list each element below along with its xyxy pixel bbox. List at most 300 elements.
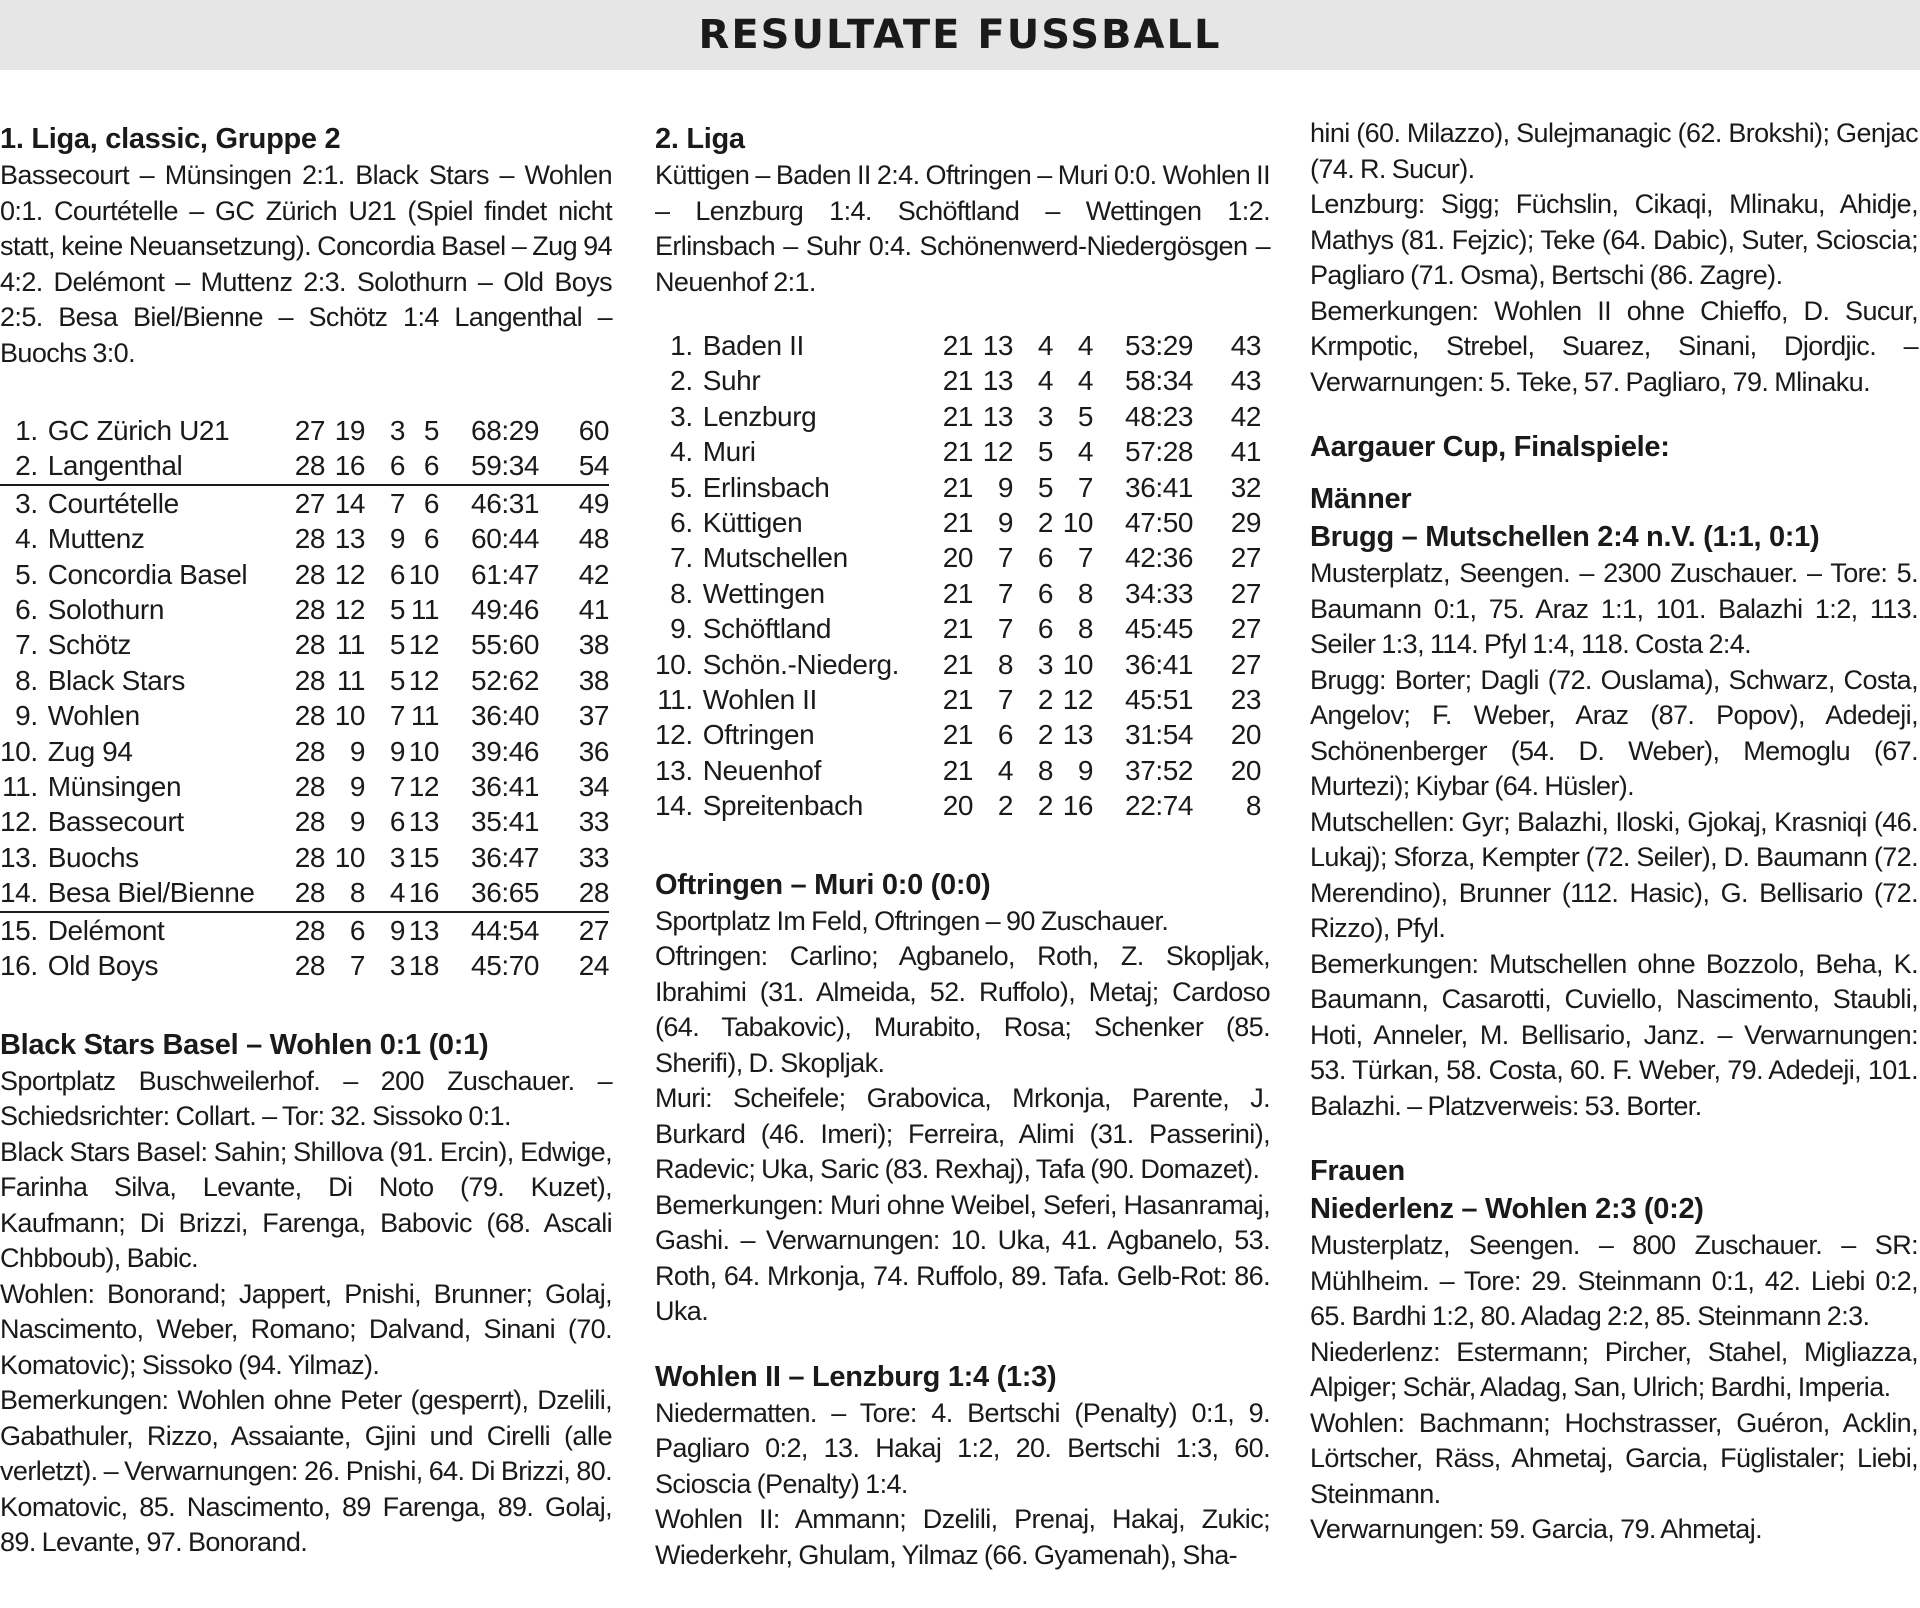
standings-row [655,753,1261,788]
standings-points: 27 [1230,648,1262,680]
standings-goals: 36:41 [471,771,540,803]
standings-team: Erlinsbach [702,471,830,503]
standings-points: 41 [578,594,610,626]
match-heading-niederlenz-wohlen: Niederlenz – Wohlen 2:3 (0:2) [1310,1193,1704,1225]
match-paragraph: Wohlen: Bonorand; Jappert, Pnishi, Brunner; Golaj, Nascimento, Weber, Romano; Dalvand, Sinani (70. Komatovic); Sissoko (94. Yilmaz). [0,1278,612,1380]
standings-losses: 6 [405,448,439,484]
standings-played: 28 [294,914,326,946]
standings-points: 32 [1230,471,1262,503]
standings-row [0,875,609,911]
standings-rank: 5. [15,558,38,590]
standings-wins: 11 [336,629,366,661]
standings-played: 21 [942,507,974,539]
standings-points: 48 [578,523,610,555]
standings-played: 21 [942,330,974,361]
match-paragraph: Bemerkungen: Muri ohne Weibel, Seferi, Hasanramaj, Gashi. – Verwarnungen: 10. Uka, 41. Agbanelo, 53. Roth, 64. Mrkonja, 74. Ruffolo, 89. Tafa. Gelb-Rot: 86. Uka. [655,1189,1270,1327]
standings-team: Mutschellen [702,542,848,574]
standings-row [0,485,609,521]
standings-row [0,912,609,948]
standings-goals: 60:44 [471,523,540,555]
standings-played: 28 [294,594,326,626]
standings-goals: 36:47 [471,841,540,873]
league-heading-1-liga: 1. Liga, classic, Gruppe 2 [0,123,341,155]
standings-goals: 45:51 [1125,684,1194,716]
standings-losses: 4 [1077,330,1094,361]
match-heading-oftringen-muri: Oftringen – Muri 0:0 (0:0) [655,868,991,901]
standings-played: 27 [294,487,326,519]
standings-losses: 11 [410,700,440,732]
standings-points: 34 [578,771,610,803]
men-heading: Männer [1310,483,1412,515]
standings-wins: 12 [982,436,1014,468]
standings-losses: 10 [408,558,440,590]
standings-team: Muri [702,436,756,468]
standings-team: Concordia Basel [47,558,248,590]
standings-team: Schöftland [702,613,832,645]
standings-points: 20 [1230,719,1262,751]
standings-goals: 58:34 [1125,365,1194,397]
standings-team: Wohlen [47,700,140,732]
standings-row [655,328,1261,363]
standings-row [0,557,609,592]
standings-draws: 9 [389,914,406,946]
standings-draws: 6 [1037,577,1054,609]
column-2 [655,120,1270,1573]
standings-team: Delémont [47,914,165,946]
standings-points: 28 [539,875,609,911]
standings-played: 28 [294,735,326,767]
column-1 [0,120,612,1561]
standings-goals: 48:23 [1125,400,1194,432]
standings-rank: 7. [670,542,693,574]
standings-draws: 9 [389,523,406,555]
standings-wins: 10 [334,841,366,873]
standings-played: 20 [942,542,974,574]
standings-team: Old Boys [47,950,159,982]
standings-rank: 11. [657,684,693,716]
standings-wins: 19 [334,415,366,446]
standings-wins: 9 [349,771,366,803]
standings-draws: 6 [1037,613,1054,645]
standings-losses: 10 [1062,648,1094,680]
standings-goals: 37:52 [1125,754,1194,786]
standings-goals: 55:60 [471,629,540,661]
standings-wins: 11 [336,664,366,696]
standings-losses: 8 [1077,577,1094,609]
standings-goals: 35:41 [471,806,540,838]
standings-played: 28 [295,448,325,484]
standings-draws: 3 [389,415,406,446]
standings-row [0,840,609,875]
standings-draws: 3 [389,841,406,873]
standings-wins: 8 [325,875,365,911]
standings-rank: 14. [0,875,48,911]
standings-goals: 34:33 [1125,577,1194,609]
standings-points: 29 [1230,507,1262,539]
standings-wins: 12 [334,558,366,590]
standings-losses: 15 [408,841,440,873]
standings-wins: 13 [982,365,1014,397]
standings-losses: 13 [408,914,440,946]
standings-draws: 3 [1037,648,1054,680]
standings-played: 21 [942,684,974,716]
standings-points: 23 [1230,684,1262,716]
standings-points: 42 [578,558,610,590]
match-paragraph: Bemerkungen: Wohlen II ohne Chieffo, D. Sucur, Krmpotic, Strebel, Suarez, Sinani, Djordjic. – Verwarnungen: 5. Teke, 57. Pagliaro, 79. Mlinaku. [1310,295,1918,397]
standings-points: 37 [578,700,610,732]
cup-heading: Aargauer Cup, Finalspiele: [1310,431,1670,463]
standings-row [0,413,609,448]
standings-losses: 16 [405,875,439,911]
standings-team: Buochs [47,841,139,873]
standings-played: 28 [294,950,326,982]
standings-row [655,576,1261,611]
standings-team: Muttenz [47,523,145,555]
standings-wins: 13 [334,523,366,555]
standings-losses: 4 [1077,365,1094,397]
standings-team: Schötz [47,629,131,661]
standings-played: 28 [294,841,326,873]
standings-points: 36 [578,735,610,767]
standings-goals: 44:54 [471,914,540,946]
standings-row [0,734,609,769]
standings-points: 27 [1230,542,1262,574]
standings-wins: 2 [997,790,1014,822]
match-heading-wohlen-ii-lenzburg: Wohlen II – Lenzburg 1:4 (1:3) [655,1360,1057,1393]
standings-losses: 18 [408,950,440,982]
standings-draws: 2 [1037,719,1054,751]
match-paragraph: Niederlenz: Estermann; Pircher, Stahel, Migliazza, Alpiger; Schär, Aladag, San, Ulrich; Bardhi, Imperia. [1310,1336,1918,1402]
standings-draws: 6 [389,558,406,590]
standings-row [0,663,609,698]
standings-row [0,804,609,839]
standings-wins: 7 [349,950,366,982]
standings-played: 21 [942,613,974,645]
standings-losses: 13 [1062,719,1094,751]
standings-row [655,363,1261,398]
standings-goals: 36:65 [439,875,539,911]
standings-row [655,682,1261,717]
page-title: RESULTATE FUSSBALL [698,12,1222,58]
match-paragraph: Musterplatz, Seengen. – 2300 Zuschauer. – Tore: 5. Baumann 0:1, 75. Araz 1:1, 101. Balazhi 1:2, 113. Seiler 1:3, 114. Pfyl 1:4, 118. Costa 2:4. [1310,558,1918,659]
standings-goals: 47:50 [1125,507,1194,539]
match-paragraph: Mutschellen: Gyr; Balazhi, Iloski, Gjokaj, Krasniqi (46. Lukaj); Sforza, Kempter (72. Seiler), D. Baumann (72. Merendino), Brunner (112. Hasic), G. Bellisario (72. Rizzo), Pfyl. [1310,806,1918,943]
match-paragraph: Black Stars Basel: Sahin; Shillova (91. Ercin), Edwige, Farinha Silva, Levante, Di Noto (79. Kuzet), Kaufmann; Di Brizzi, Farenga, Babovic (68. Ascali Chbboub), Babic. [0,1136,612,1273]
standings-played: 21 [942,365,974,397]
standings-rank: 15. [0,914,38,946]
standings-team: Wettingen [702,577,825,609]
standings-rank: 13. [655,754,693,786]
standings-points: 33 [578,806,610,838]
standings-goals: 39:46 [471,735,540,767]
standings-rank: 6. [15,594,38,626]
standings-goals: 53:29 [1125,330,1194,361]
match-paragraph: Sportplatz Im Feld, Oftringen – 90 Zuschauer. [655,905,1169,936]
standings-draws: 6 [389,806,406,838]
standings-rank: 5. [670,471,693,503]
standings-rank: 12. [0,806,38,838]
standings-points: 27 [578,914,610,946]
standings-team: GC Zürich U21 [47,415,230,446]
standings-wins: 16 [325,448,365,484]
standings-team: Courtételle [47,487,179,519]
standings-wins: 13 [982,400,1014,432]
standings-points: 38 [578,629,610,661]
standings-team: Solothurn [47,594,164,626]
standings-draws: 7 [389,487,406,519]
standings-rank: 4. [15,523,38,555]
standings-played: 21 [942,400,974,432]
standings-draws: 5 [1037,436,1054,468]
standings-played: 28 [294,700,326,732]
standings-goals: 45:70 [471,950,540,982]
standings-team: Langenthal [48,448,295,484]
standings-wins: 14 [334,487,366,519]
standings-losses: 9 [1077,754,1094,786]
standings-losses: 4 [1077,436,1094,468]
standings-played: 28 [294,558,326,590]
standings-draws: 3 [389,950,406,982]
standings-points: 38 [578,664,610,696]
standings-row [655,540,1261,575]
match-paragraph: Wohlen II: Ammann; Dzelili, Prenaj, Hakaj, Zukic; Wiederkehr, Ghulam, Yilmaz (66. Gyamenah), Sha- [655,1504,1270,1570]
standings-wins: 7 [997,542,1014,574]
standings-wins: 6 [349,914,366,946]
standings-points: 33 [578,841,610,873]
standings-wins: 8 [997,648,1014,680]
standings-rank: 9. [670,613,693,645]
match-paragraph: Bemerkungen: Mutschellen ohne Bozzolo, Beha, K. Baumann, Casarotti, Cuviello, Nascimento, Staubli, Hoti, Anneler, M. Bellisario, Janz. – Verwarnungen: 53. Türkan, 58. Costa, 60. F. Weber, 79. Adedeji, 101. Balazhi. – Platzverweis: 53. Borter. [1310,948,1918,1121]
standings-rank: 8. [15,664,38,696]
standings-rank: 10. [655,648,693,680]
standings-losses: 5 [423,415,440,446]
standings-draws: 3 [1037,400,1054,432]
standings-losses: 10 [408,735,440,767]
standings-row [655,717,1261,752]
standings-team: Lenzburg [702,400,817,432]
standings-team: Küttigen [702,507,803,539]
standings-row [0,627,609,662]
standings-goals: 52:62 [471,664,540,696]
match-paragraph: Verwarnungen: 59. Garcia, 79. Ahmetaj. [1310,1514,1762,1544]
standings-draws: 5 [1037,471,1054,503]
standings-team: Black Stars [47,664,185,696]
standings-points: 54 [539,448,609,484]
standings-rank: 12. [655,719,693,751]
standings-played: 21 [942,577,974,609]
women-heading: Frauen [1310,1155,1405,1187]
standings-row [655,470,1261,505]
standings-draws: 7 [389,700,406,732]
standings-draws: 9 [389,735,406,767]
standings-rank: 10. [0,735,38,767]
standings-row [0,698,609,733]
standings-row [0,521,609,556]
standings-draws: 6 [1037,542,1054,574]
standings-rank: 3. [15,487,38,519]
standings-row [0,769,609,804]
standings-row [655,434,1261,469]
standings-points: 24 [578,950,610,982]
standings-team: Suhr [702,365,761,397]
standings-goals: 36:41 [1125,471,1194,503]
standings-points: 43 [1230,330,1262,361]
standings-goals: 22:74 [1125,790,1194,822]
standings-losses: 10 [1062,507,1094,539]
standings-draws: 5 [389,594,406,626]
standings-points: 49 [578,487,610,519]
match-paragraph: Brugg: Borter; Dagli (72. Ouslama), Schwarz, Costa, Angelov; F. Weber, Araz (87. Popov), Adedeji, Schönenberger (54. D. Weber), Memoglu (67. Murtezi); Kiybar (64. Hüsler). [1310,664,1918,801]
standings-row [655,611,1261,646]
standings-row [655,399,1261,434]
match-paragraph: Bemerkungen: Wohlen ohne Peter (gesperrt), Dzelili, Gabathuler, Rizzo, Assaiante, Gjini und Cirelli (alle verletzt). – Verwarnungen: 26. Pnishi, 64. Di Brizzi, 80. Komatovic, 85. Nascimento, 89 Farenga, 89. Golaj, 89. Levante, 97. Bonorand. [0,1385,612,1557]
standings-wins: 4 [997,754,1014,786]
standings-losses: 11 [410,594,440,626]
standings-draws: 4 [365,875,405,911]
match-heading-brugg-mutschellen: Brugg – Mutschellen 2:4 n.V. (1:1, 0:1) [1310,521,1820,553]
standings-goals: 36:41 [1125,648,1194,680]
standings-points: 27 [1230,577,1262,609]
standings-rank: 9. [15,700,38,732]
standings-wins: 7 [997,577,1014,609]
standings-wins: 13 [982,330,1014,361]
standings-goals: 59:34 [439,448,539,484]
standings-draws: 4 [1037,365,1054,397]
standings-losses: 16 [1062,790,1094,822]
standings-wins: 9 [349,806,366,838]
standings-losses: 6 [423,523,440,555]
standings-team: Wohlen II [702,684,817,716]
standings-losses: 12 [408,771,440,803]
standings-wins: 9 [997,471,1014,503]
standings-team: Münsingen [47,771,182,803]
standings-draws: 7 [389,771,406,803]
standings-points: 60 [578,415,610,446]
standings-played: 27 [294,415,326,446]
standings-draws: 5 [389,629,406,661]
standings-team: Schön.-Niederg. [702,648,900,680]
standings-rank: 2. [0,448,48,484]
standings-draws: 8 [1037,754,1054,786]
standings-rank: 3. [670,400,693,432]
standings-team: Neuenhof [702,754,821,786]
standings-team: Besa Biel/Bienne [48,875,295,911]
standings-row [0,592,609,627]
standings-goals: 49:46 [471,594,540,626]
standings-points: 20 [1230,754,1262,786]
standings-losses: 6 [423,487,440,519]
standings-wins: 7 [997,613,1014,645]
standings-goals: 46:31 [471,487,540,519]
league-heading-2-liga: 2. Liga [655,123,745,155]
standings-losses: 12 [408,629,440,661]
standings-played: 28 [294,523,326,555]
standings-losses: 12 [408,664,440,696]
standings-played: 21 [942,719,974,751]
standings-goals: 61:47 [471,558,540,590]
standings-draws: 2 [1037,684,1054,716]
standings-losses: 12 [1062,684,1094,716]
page-banner [0,0,1920,70]
standings-played: 20 [942,790,974,822]
standings-rank: 8. [670,577,693,609]
standings-row [655,647,1261,682]
standings-points: 41 [1230,436,1262,468]
standings-points: 8 [1245,790,1262,822]
column-3 [1310,116,1918,1548]
standings-wins: 7 [997,684,1014,716]
standings-row [0,948,609,983]
standings-rank: 13. [0,841,38,873]
match-paragraph: Musterplatz, Seengen. – 800 Zuschauer. – SR: Mühlheim. – Tore: 29. Steinmann 0:1, 42. Liebi 0:2, 65. Bardhi 1:2, 80. Aladag 2:2, 85. Steinmann 2:3. [1310,1230,1918,1331]
standings-rank: 4. [670,436,693,468]
standings-wins: 10 [334,700,366,732]
standings-draws: 5 [389,664,406,696]
match-paragraph: Sportplatz Buschweilerhof. – 200 Zuschauer. – Schiedsrichter: Collart. – Tor: 32. Sissoko 0:1. [0,1065,612,1131]
standings-rank: 11. [2,771,38,803]
results-text-2-liga: Küttigen – Baden II 2:4. Oftringen – Muri 0:0. Wohlen II – Lenzburg 1:4. Schöftland – Wettingen 1:2. Erlinsbach – Suhr 0:4. Schönenwerd-Niedergösgen – Neuenhof 2:1. [655,160,1270,297]
standings-team: Oftringen [702,719,815,751]
standings-wins: 9 [349,735,366,767]
standings-table-1-liga [0,413,609,984]
standings-team: Zug 94 [47,735,133,767]
standings-losses: 8 [1077,613,1094,645]
standings-rank: 6. [670,507,693,539]
standings-goals: 45:45 [1125,613,1194,645]
standings-wins: 12 [334,594,366,626]
standings-rank: 7. [15,629,38,661]
match-paragraph: Oftringen: Carlino; Agbanelo, Roth, Z. Skopljak, Ibrahimi (31. Almeida, 52. Ruffolo), Metaj; Cardoso (64. Tabakovic), Murabito, Rosa; Schenker (85. Sherifi), D. Skopljak. [655,941,1270,1078]
standings-goals: 57:28 [1125,436,1194,468]
standings-goals: 42:36 [1125,542,1194,574]
match-paragraph: Wohlen: Bachmann; Hochstrasser, Guéron, Acklin, Lörtscher, Räss, Ahmetaj, Garcia, Füglistaler; Liebi, Steinmann. [1310,1407,1918,1509]
standings-points: 43 [1230,365,1262,397]
match-paragraph: Muri: Scheifele; Grabovica, Mrkonja, Parente, J. Burkard (46. Imeri); Ferreira, Alimi (31. Passerini), Radevic; Uka, Saric (83. Rexhaj), Tafa (90. Domazet). [655,1083,1270,1185]
standings-rank: 16. [0,950,38,982]
match-paragraph: Lenzburg: Sigg; Füchslin, Cikaqi, Mlinaku, Ahidje, Mathys (81. Fejzic); Teke (64. Dabic), Suter, Scioscia; Pagliaro (71. Osma), Bertschi (86. Zagre). [1310,189,1918,290]
standings-losses: 13 [408,806,440,838]
match-paragraph: Niedermatten. – Tore: 4. Bertschi (Penalty) 0:1, 9. Pagliaro 0:2, 13. Hakaj 1:2, 20. Bertschi 1:3, 60. Scioscia (Penalty) 1:4. [655,1397,1270,1499]
standings-row [655,505,1261,540]
match-paragraph: hini (60. Milazzo), Sulejmanagic (62. Brokshi); Genjac (74. R. Sucur). [1310,118,1918,184]
standings-wins: 6 [997,719,1014,751]
standings-played: 21 [942,436,974,468]
standings-points: 42 [1230,400,1262,432]
standings-draws: 6 [365,448,405,484]
standings-row [655,788,1261,823]
standings-table-2-liga [655,328,1261,824]
standings-draws: 2 [1037,790,1054,822]
standings-goals: 68:29 [471,415,540,446]
standings-rank: 1. [670,330,693,361]
standings-rank: 1. [15,415,38,446]
standings-played: 28 [295,875,325,911]
standings-team: Spreitenbach [702,790,863,822]
standings-draws: 2 [1037,507,1054,539]
standings-played: 28 [294,806,326,838]
standings-wins: 9 [997,507,1014,539]
standings-draws: 4 [1037,330,1054,361]
standings-played: 21 [942,471,974,503]
standings-losses: 7 [1077,542,1094,574]
results-text-1-liga: Bassecourt – Münsingen 2:1. Black Stars – Wohlen 0:1. Courtételle – GC Zürich U21 (Spiel findet nicht statt, keine Neuansetzung). Concordia Basel – Zug 94 4:2. Delémont – Muttenz 2:3. Solothurn – Old Boys 2:5. Besa Biel/Bienne – Schötz 1:4 Langenthal – Buochs 3:0. [0,160,612,368]
match-heading-black-stars-wohlen: Black Stars Basel – Wohlen 0:1 (0:1) [0,1028,489,1061]
standings-losses: 5 [1077,400,1094,432]
standings-rank: 14. [655,790,693,822]
standings-goals: 36:40 [471,700,540,732]
standings-played: 21 [942,648,974,680]
standings-goals: 31:54 [1125,719,1194,751]
